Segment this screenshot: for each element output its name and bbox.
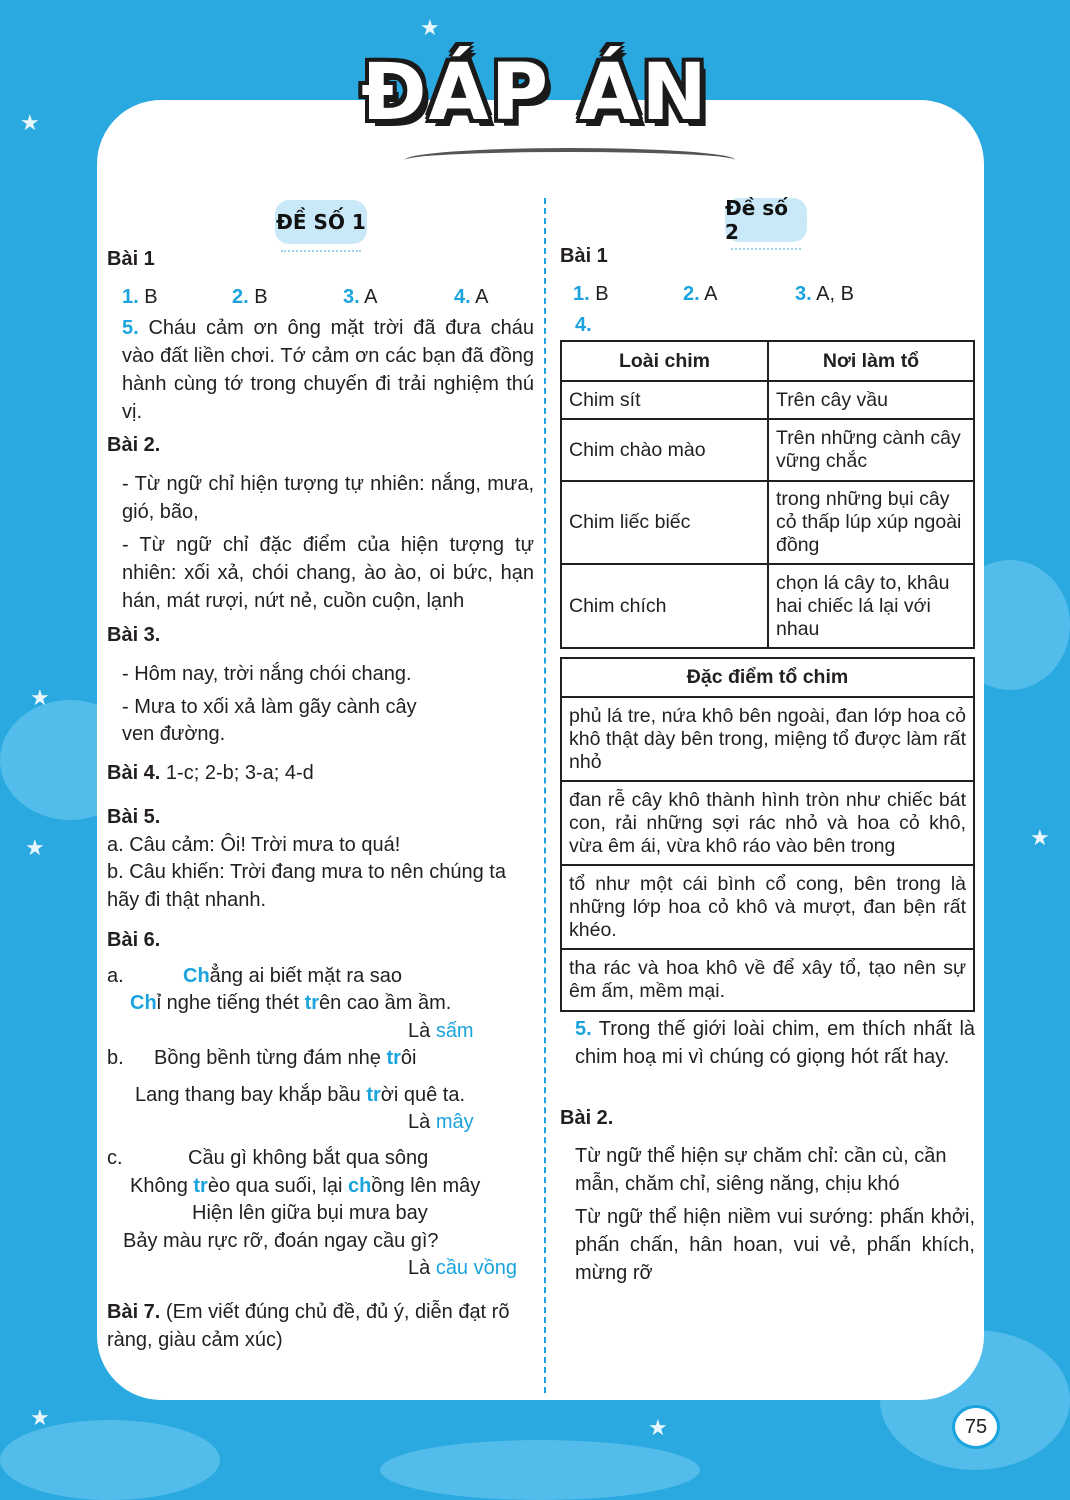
poem-line [183,962,402,990]
highlighted-letters: tr [193,1175,208,1197]
poem-text: Lang thang bay khắp bầu [135,1084,367,1106]
bai6-a-label: a. [107,965,124,987]
bai2-heading: Bài 2. [560,1107,614,1129]
table-row [561,781,974,865]
answer-3: 3. A, B [795,283,854,305]
star-icon: ★ [30,1405,50,1430]
highlighted-letters: tr [304,992,320,1014]
answer-1: 1. B [122,286,158,308]
book-illustration [405,148,735,172]
table-cell: tha rác và hoa khô về để xây tổ, tạo nên sự êm ấm, mềm mại. [561,949,974,1011]
star-icon: ★ [20,110,40,135]
bai5-b: b. Câu khiến: Trời đang mưa to nên chúng ta hãy đi thật nhanh. [107,861,506,911]
star-icon: ★ [1030,825,1050,850]
table-cell: đan rễ cây khô thành hình tròn như chiếc bát con, rải những sợi rác nhỏ và hoa cỏ khô, vừa êm ái, vừa khô ráo vào bên trong [561,781,974,865]
highlighted-letters: Ch [130,992,157,1014]
table-header: Loài chim [561,341,768,381]
page-title: ĐÁP ÁN [361,48,709,138]
riddle-answer-c: Là cầu vồng [408,1257,517,1279]
bai4: Bài 4. 1-c; 2-b; 3-a; 4-d [107,762,314,784]
highlighted-letters: Ch [183,965,210,987]
poem-line [123,1227,439,1255]
poem-line [130,1172,480,1200]
bai6-heading: Bài 6. [107,929,161,951]
table-cell: Chim chích [561,564,768,648]
poem-line [188,1144,428,1172]
exam-1-badge: ĐỀ SỐ 1 [275,200,367,244]
poem-text: Cầu gì không bắt qua sông [188,1147,429,1169]
highlighted-letters: tr [386,1047,401,1069]
bai1-heading: Bài 1 [560,245,608,267]
highlighted-letters: tr [366,1084,381,1106]
table-row [561,564,974,648]
table-row [561,381,974,419]
bai5-a: a. Câu cảm: Ôi! Trời mưa to quá! [107,834,401,856]
star-icon: ★ [25,835,45,860]
poem-line [135,1081,465,1109]
poem-text: Bảy màu rực rỡ, đoán ngay cầu gì? [123,1230,439,1252]
riddle-answer-a: Là sấm [408,1020,474,1042]
poem-text: Hiện lên giữa bụi mưa bay [192,1202,428,1224]
bai2-item: Từ ngữ thể hiện sự chăm chỉ: cần cù, cần mẫn, chăm chỉ, siêng năng, chịu khó [575,1145,947,1195]
table-cell: Chim liếc biếc [561,481,768,564]
cloud-decoration [380,1440,700,1500]
poem-line [192,1199,428,1227]
bai6-b-label: b. [107,1047,124,1069]
table-cell: Trên những cành cây vững chắc [768,419,974,481]
table-row [561,419,974,481]
poem-line [130,989,451,1017]
nest-features-table [560,657,975,1012]
bai2-item: - Từ ngữ chỉ đặc điểm của hiện tượng tự nhiên: xối xả, chói chang, ào ào, oi bức, hạn hán, mát rượi, nứt nẻ, cuồn cuộn, lạnh [122,534,534,612]
table-header: Đặc điểm tổ chim [561,658,974,697]
table-cell: Chim sít [561,381,768,419]
bird-nest-table [560,340,975,649]
bai2-item: Từ ngữ thể hiện niềm vui sướng: phấn khởi, phấn chấn, hân hoan, vui vẻ, phấn khích, mừng rỡ [575,1206,975,1284]
highlighted-letters: ch [347,1175,372,1197]
table-row [561,697,974,781]
table-cell: tổ như một cái bình cổ cong, bên trong là những lớp hoa cỏ khô và mượt, đan bện rất khéo. [561,865,974,949]
poem-text: ồng lên mây [371,1175,481,1197]
bai2-heading: Bài 2. [107,434,161,456]
answer-5: 5. Cháu cảm ơn ông mặt trời đã đưa cháu vào đất liền chơi. Tớ cảm ơn các bạn đã đồng hành cùng tớ trong chuyến đi trải nghiệm thú vị. [122,317,534,423]
poem-text: ẳng ai biết mặt ra sao [209,965,403,987]
bai1-heading: Bài 1 [107,248,155,270]
table-row [561,949,974,1011]
table-cell: trong những bụi cây cỏ thấp lúp xúp ngoài đồng [768,481,974,564]
answer-4: 4. A [454,286,489,308]
poem-line [154,1044,416,1072]
poem-text: èo qua suối, lại [207,1175,348,1197]
bai2-item: - Từ ngữ chỉ hiện tượng tự nhiên: nắng, mưa, gió, bão, [122,473,534,523]
poem-text: Không [130,1175,194,1197]
bai3-heading: Bài 3. [107,624,161,646]
table-header: Nơi làm tổ [768,341,974,381]
answer-2: 2. A [683,283,718,305]
table-cell: Trên cây vầu [768,381,974,419]
star-icon: ★ [420,15,440,40]
answer-1: 1. B [573,283,609,305]
answer-5: 5. Trong thế giới loài chim, em thích nhất là chim hoạ mi vì chúng có giọng hót rất hay. [575,1018,976,1068]
table-cell: chọn lá cây to, khâu hai chiếc lá lại với nhau [768,564,974,648]
bai3-item: ven đường. [122,723,226,745]
column-divider [544,198,546,1393]
answer-3: 3. A [343,286,378,308]
bai5-heading: Bài 5. [107,806,161,828]
table-row [561,865,974,949]
bai7: Bài 7. (Em viết đúng chủ đề, đủ ý, diễn đạt rõ ràng, giàu cảm xúc) [107,1301,510,1351]
bai3-item: - Mưa to xối xả làm gãy cành cây [122,696,417,718]
table-row [561,481,974,564]
bai3-item: - Hôm nay, trời nắng chói chang. [122,663,412,685]
exam-2-badge: Đề số 2 [725,198,807,242]
answer-2: 2. B [232,286,268,308]
poem-text: ời quê ta. [380,1084,466,1106]
cloud-decoration [0,1420,220,1500]
poem-text: ỉ nghe tiếng thét [156,992,305,1014]
table-cell: Chim chào mào [561,419,768,481]
poem-text: Bồng bềnh từng đám nhẹ [154,1047,387,1069]
answer-4-number: 4. [575,314,592,336]
poem-text: ôi [400,1047,417,1069]
page-number: 75 [952,1405,1000,1449]
riddle-answer-b: Là mây [408,1111,474,1133]
star-icon: ★ [648,1415,668,1440]
table-cell: phủ lá tre, nứa khô bên ngoài, đan lớp hoa cỏ khô thật dày bên trong, miệng tổ được làm rất nhỏ [561,697,974,781]
bai6-c-label: c. [107,1147,123,1169]
star-icon: ★ [30,685,50,710]
poem-text: ên cao ầm ầm. [319,992,452,1014]
